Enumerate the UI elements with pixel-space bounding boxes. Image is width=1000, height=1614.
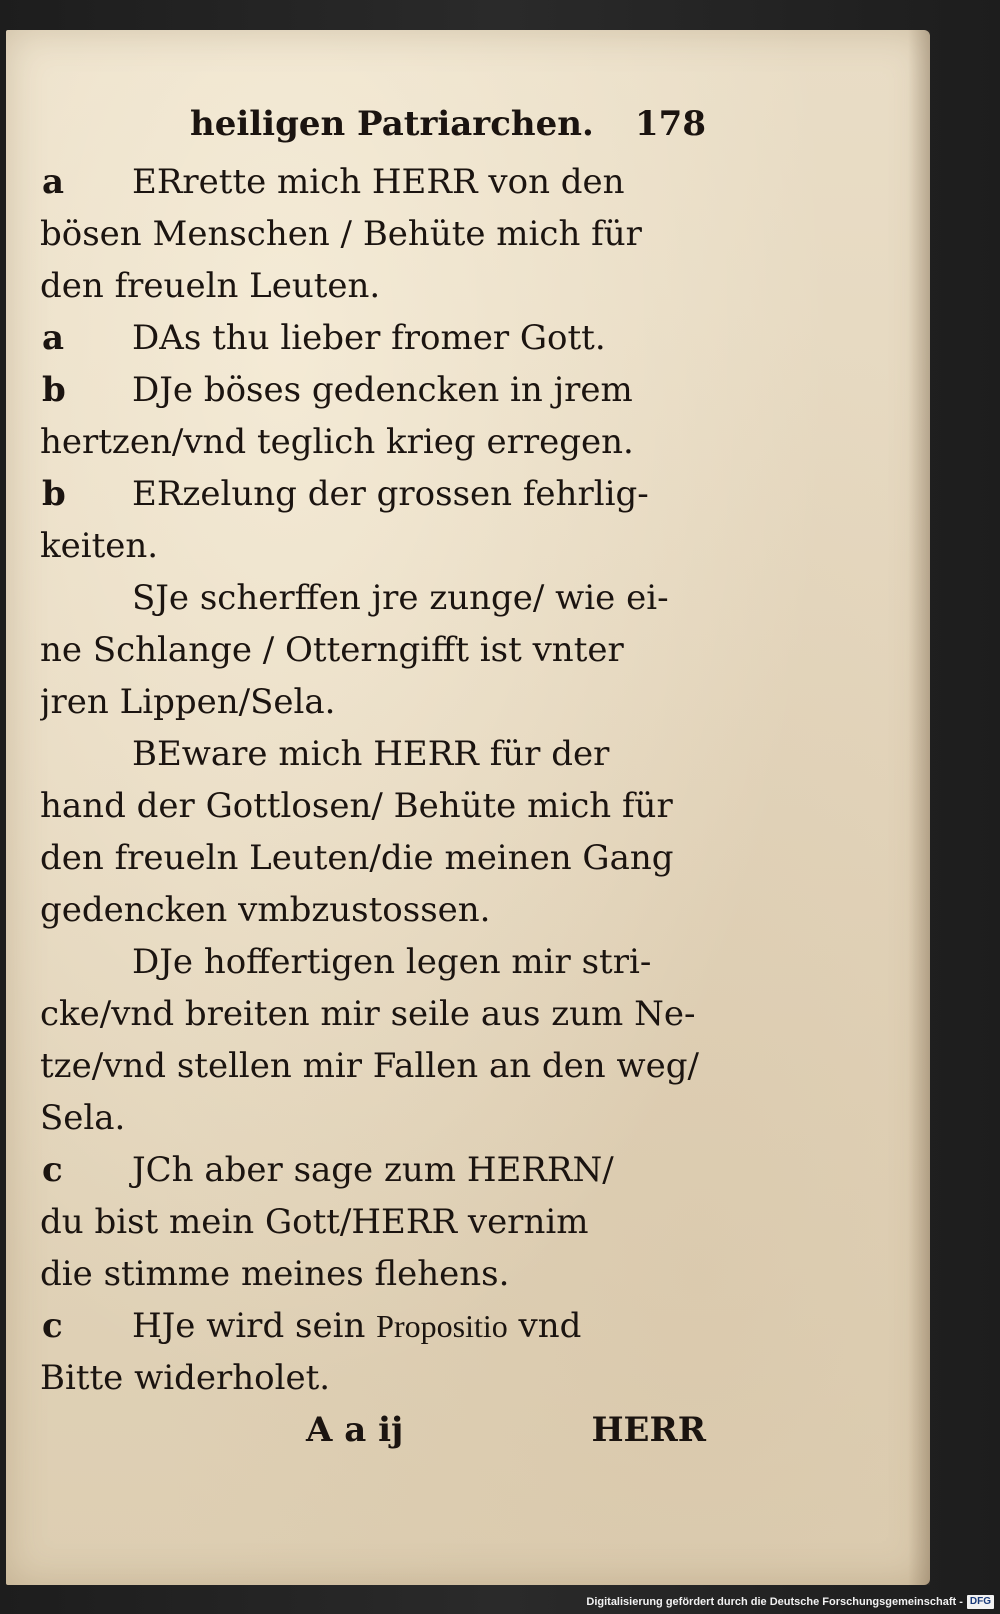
line-text: den freueln Leuten/die meinen Gang xyxy=(40,838,674,878)
line-text: den freueln Leuten. xyxy=(40,266,381,306)
text-line xyxy=(40,1092,706,1144)
text-line-proposition xyxy=(40,1300,706,1352)
text-line xyxy=(40,728,706,780)
text-line xyxy=(40,208,706,260)
line-text: ne Schlange / Otterngifft ist vnter xyxy=(40,630,624,670)
text-line xyxy=(40,156,706,208)
margin-marker: a xyxy=(42,162,65,202)
text-line-last: Bitte widerholet. xyxy=(40,1358,331,1398)
line-text: bösen Menschen / Behüte mich für xyxy=(40,214,642,254)
line-text: du bist mein Gott/HERR vernim xyxy=(40,1202,589,1242)
line-text: DJe hoffertigen legen mir stri- xyxy=(132,942,652,982)
page-edge-shadow xyxy=(908,30,930,1585)
line-text: tze/vnd stellen mir Fallen an den weg/ xyxy=(40,1046,699,1086)
text-line xyxy=(40,520,706,572)
signature-mark: A a ij xyxy=(306,1410,404,1450)
line-text: keiten. xyxy=(40,526,159,566)
text-line xyxy=(40,988,706,1040)
text-line xyxy=(40,312,706,364)
line-text: DJe böses gedencken in jrem xyxy=(132,370,633,410)
line-text: die stimme meines flehens. xyxy=(40,1254,510,1294)
proposition-text-after: vnd xyxy=(507,1306,582,1346)
text-line xyxy=(40,364,706,416)
text-line xyxy=(40,936,706,988)
proposition-text-before: HJe wird sein xyxy=(132,1306,377,1346)
book-page xyxy=(6,30,930,1585)
running-title: heiligen Patriarchen. xyxy=(190,104,594,144)
line-text: BEware mich HERR für der xyxy=(132,734,610,774)
line-text: ERrette mich HERR von den xyxy=(132,162,625,202)
text-line xyxy=(40,884,706,936)
text-line xyxy=(40,624,706,676)
text-line xyxy=(40,1196,706,1248)
text-line xyxy=(40,780,706,832)
line-text: DAs thu lieber fromer Gott. xyxy=(132,318,606,358)
text-line xyxy=(40,416,706,468)
line-text: gedencken vmbzustossen. xyxy=(40,890,491,930)
margin-marker: b xyxy=(42,474,66,514)
page-number: 178 xyxy=(635,104,706,144)
margin-marker: a xyxy=(42,318,65,358)
text-line xyxy=(40,1248,706,1300)
text-line xyxy=(40,572,706,624)
catchword: HERR xyxy=(591,1410,706,1450)
line-text: Sela. xyxy=(40,1098,126,1138)
text-line xyxy=(40,832,706,884)
line-text: JCh aber sage zum HERRN/ xyxy=(132,1150,614,1190)
line-text: hand der Gottlosen/ Behüte mich für xyxy=(40,786,673,826)
text-line xyxy=(40,676,706,728)
text-line xyxy=(40,468,706,520)
page-header xyxy=(40,96,706,156)
line-text: jren Lippen/Sela. xyxy=(40,682,336,722)
catch-line xyxy=(40,1404,706,1456)
text-line xyxy=(40,1144,706,1196)
text-block xyxy=(40,96,706,1456)
dfg-logo: DFG xyxy=(967,1595,994,1609)
line-text: hertzen/vnd teglich krieg erregen. xyxy=(40,422,634,462)
latin-word: Propositio xyxy=(376,1308,508,1344)
line-text: cke/vnd breiten mir seile aus zum Ne- xyxy=(40,994,696,1034)
credit-text: Digitalisierung gefördert durch die Deutsche Forschungsgemeinschaft - xyxy=(586,1596,963,1608)
line-text: SJe scherffen jre zunge/ wie ei- xyxy=(132,578,669,618)
digitization-credit xyxy=(586,1593,994,1611)
text-line xyxy=(40,260,706,312)
body-text xyxy=(40,156,706,1300)
margin-marker: c xyxy=(42,1306,63,1346)
margin-marker: b xyxy=(42,370,66,410)
margin-marker: c xyxy=(42,1150,63,1190)
line-text: ERzelung der grossen fehrlig- xyxy=(132,474,649,514)
text-line xyxy=(40,1040,706,1092)
